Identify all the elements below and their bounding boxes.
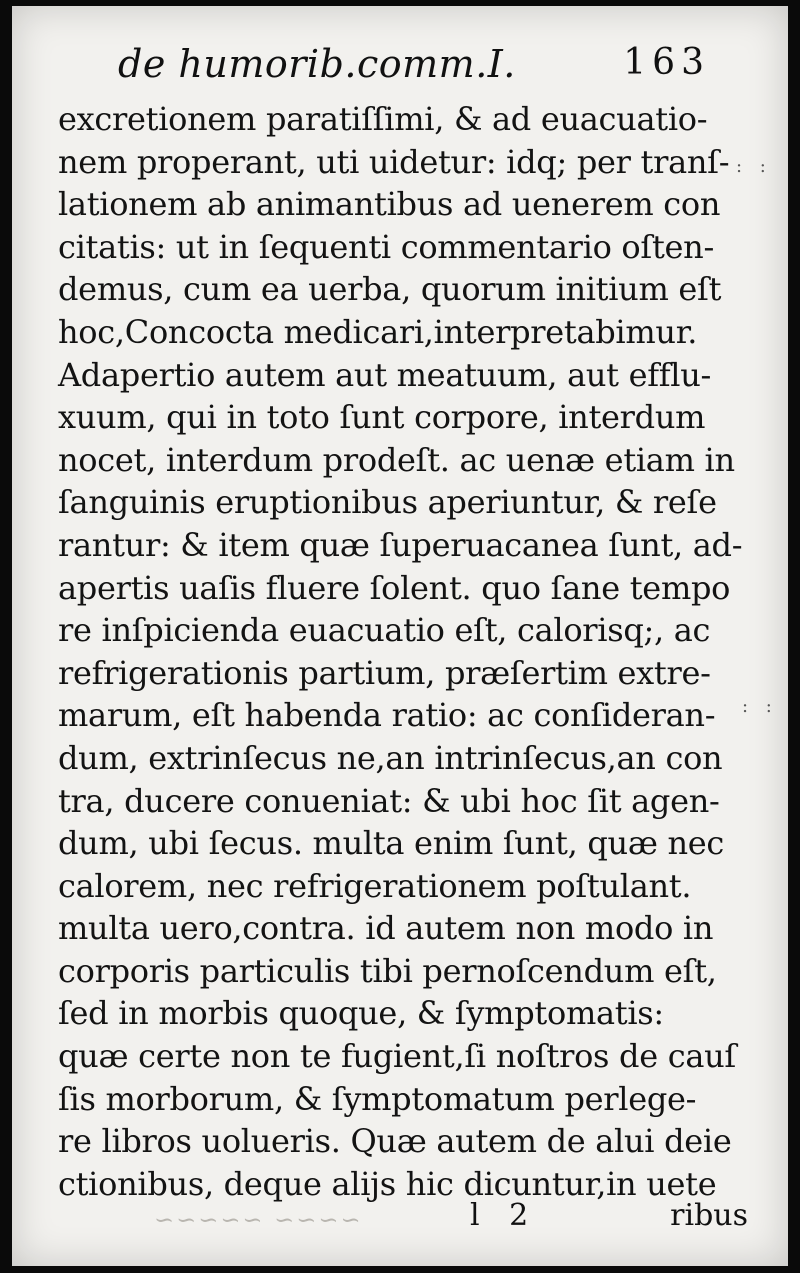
text-line: nem properant, uti uidetur: idq; per tranſ- (58, 142, 730, 181)
text-line: marum, eſt habenda ratio: ac conſideran- (58, 696, 716, 735)
bleed-through-text: ~~~~ ~~~~~ (152, 1206, 361, 1234)
text-line: lationem ab animantibus ad uenerem con (58, 185, 721, 224)
text-line: corporis particulis tibi pernoſcendum eſt, (58, 951, 717, 990)
text-line: re inſpicienda euacuatio eſt, calorisq;, ac (58, 611, 711, 650)
page-header (110, 42, 710, 92)
book-page (12, 6, 788, 1266)
text-line: ſanguinis eruptionibus aperiuntur, & reſe (58, 483, 717, 522)
text-line: multa uero,contra. id autem non modo in (58, 909, 714, 948)
text-line: ſis morborum, & ſymptomatum perlege- (58, 1079, 697, 1118)
text-line: hoc,Concocta medicari,interpretabimur. (58, 312, 698, 351)
text-line: tra, ducere conueniat: & ubi hoc ſit agen- (58, 781, 720, 820)
page-footer (72, 1198, 748, 1242)
catchword: ribus (670, 1198, 748, 1233)
page-number: 163 (623, 42, 710, 83)
signature-mark: l 2 (470, 1198, 539, 1233)
text-line: refrigerationis partium, præſertim extre- (58, 653, 711, 692)
margin-bleed-mark: : : (742, 696, 778, 717)
text-line: quæ certe non te fugient,ſi noſtros de cauſ (58, 1037, 736, 1076)
text-line: nocet, interdum prodeſt. ac uenæ etiam in (58, 440, 735, 479)
text-line: xuum, qui in toto ſunt corpore, interdum (58, 398, 706, 437)
text-line: excretionem paratiſſimi, & ad euacuatio- (58, 100, 708, 138)
text-line: calorem, nec refrigerationem poſtulant. (58, 866, 692, 905)
running-head: de humorib.comm.I. (118, 42, 516, 86)
text-line: ſed in morbis quoque, & ſymptomatis: (58, 994, 664, 1033)
text-line: Adapertio autem aut meatuum, aut efflu- (58, 355, 712, 394)
body-text (58, 98, 748, 1205)
margin-bleed-mark: : : (736, 156, 772, 177)
text-line: rantur: & item quæ ſuperuacanea ſunt, ad- (58, 525, 743, 564)
text-line: demus, cum ea uerba, quorum initium eſt (58, 270, 722, 309)
text-line: re libros uolueris. Quæ autem de alui deie (58, 1122, 732, 1161)
text-line: citatis: ut in ſequenti commentario oſten- (58, 227, 714, 266)
text-line: dum, ubi ſecus. multa enim ſunt, quæ nec (58, 824, 725, 863)
text-line: apertis uaſis fluere ſolent. quo ſane tempo (58, 568, 731, 607)
text-line: dum, extrinſecus ne,an intrinſecus,an con (58, 738, 723, 777)
text-line: ctionibus, deque alijs hic dicuntur,in uete (58, 1164, 717, 1203)
